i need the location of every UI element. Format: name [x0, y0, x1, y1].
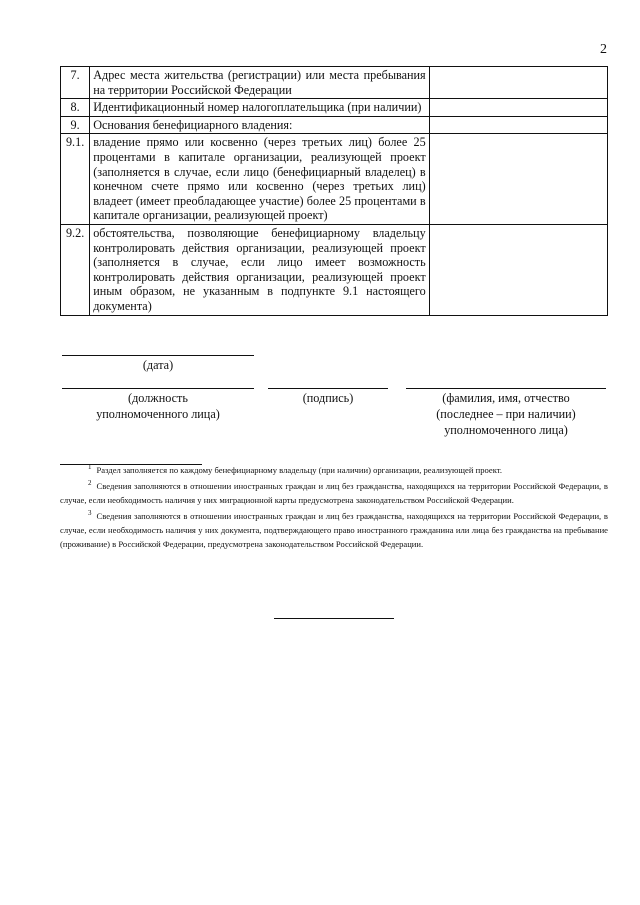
row-value-cell[interactable] — [429, 224, 607, 315]
name-line[interactable] — [406, 388, 606, 389]
row-value-cell[interactable] — [429, 116, 607, 134]
position-caption: (должность уполномоченного лица) — [96, 391, 220, 421]
date-line[interactable] — [62, 355, 254, 356]
row-value-cell[interactable] — [429, 67, 607, 99]
end-separator — [274, 618, 394, 619]
date-caption: (дата) — [142, 358, 174, 372]
table-row — [61, 67, 608, 99]
row-label: Адрес места жительства (регистрации) или места пребывания на территории Российской Федерации — [90, 67, 429, 99]
row-number: 9.1. — [61, 134, 90, 225]
table-row — [61, 116, 608, 134]
row-number: 9.2. — [61, 224, 90, 315]
row-label: владение прямо или косвенно (через третьих лиц) более 25 процентами в капитале организации, реализующей проект (заполняется в случае, если лицо (бенефициарный владелец) в конечном счете прямо или косвенно (через третьих лиц) владеет (имеет преобладающее участие) более 25 процентами в капитале организации, реализующей проект) — [90, 134, 429, 225]
row-number: 7. — [61, 67, 90, 99]
position-line[interactable] — [62, 388, 254, 389]
table-row — [61, 99, 608, 117]
footnote: $^2$ Сведения заполняются в отношении иностранных граждан и лиц без гражданства, находящихся на территории Российской Федерации, в случае, если необходимость наличия у них миграционной карты предусмотрена законодательством Российской Федерации. — [60, 479, 608, 505]
name-caption: (фамилия, имя, отчество (последнее – при наличии) уполномоченного лица) — [436, 391, 576, 437]
footnotes — [60, 463, 608, 553]
beneficiary-form-table — [60, 66, 608, 316]
row-number: 8. — [61, 99, 90, 117]
row-value-cell[interactable] — [429, 134, 607, 225]
footnote: $^1$ Раздел заполняется по каждому бенефициарному владельцу (при наличии) организации, реализующей проект. — [88, 463, 503, 475]
footnote: $^3$ Сведения заполняются в отношении иностранных граждан и лиц без гражданства, находящихся на территории Российской Федерации, в случае, если необходимость наличия у них документа, подтверждающего право иностранного гражданина или лица без гражданства на пребывание (проживание) в Российской Федерации, предусмотрена законодательством Российской Федерации. — [60, 509, 608, 549]
row-number: 9. — [61, 116, 90, 134]
table-row — [61, 224, 608, 315]
page-number: 2 — [600, 42, 607, 57]
signature-caption: (подпись) — [302, 391, 354, 405]
row-label: обстоятельства, позволяющие бенефициарному владельцу контролировать действия организации, реализующей проект (заполняется в случае, если лицо имеет возможность контролировать действия организации, реализующей проект иным образом, не указанным в подпункте 9.1 настоящего документа) — [90, 224, 429, 315]
row-label: Основания бенефициарного владения: — [90, 116, 429, 134]
table-row — [61, 134, 608, 225]
row-value-cell[interactable] — [429, 99, 607, 117]
signature-line[interactable] — [268, 388, 388, 389]
row-label: Идентификационный номер налогоплательщика (при наличии) — [90, 99, 429, 117]
